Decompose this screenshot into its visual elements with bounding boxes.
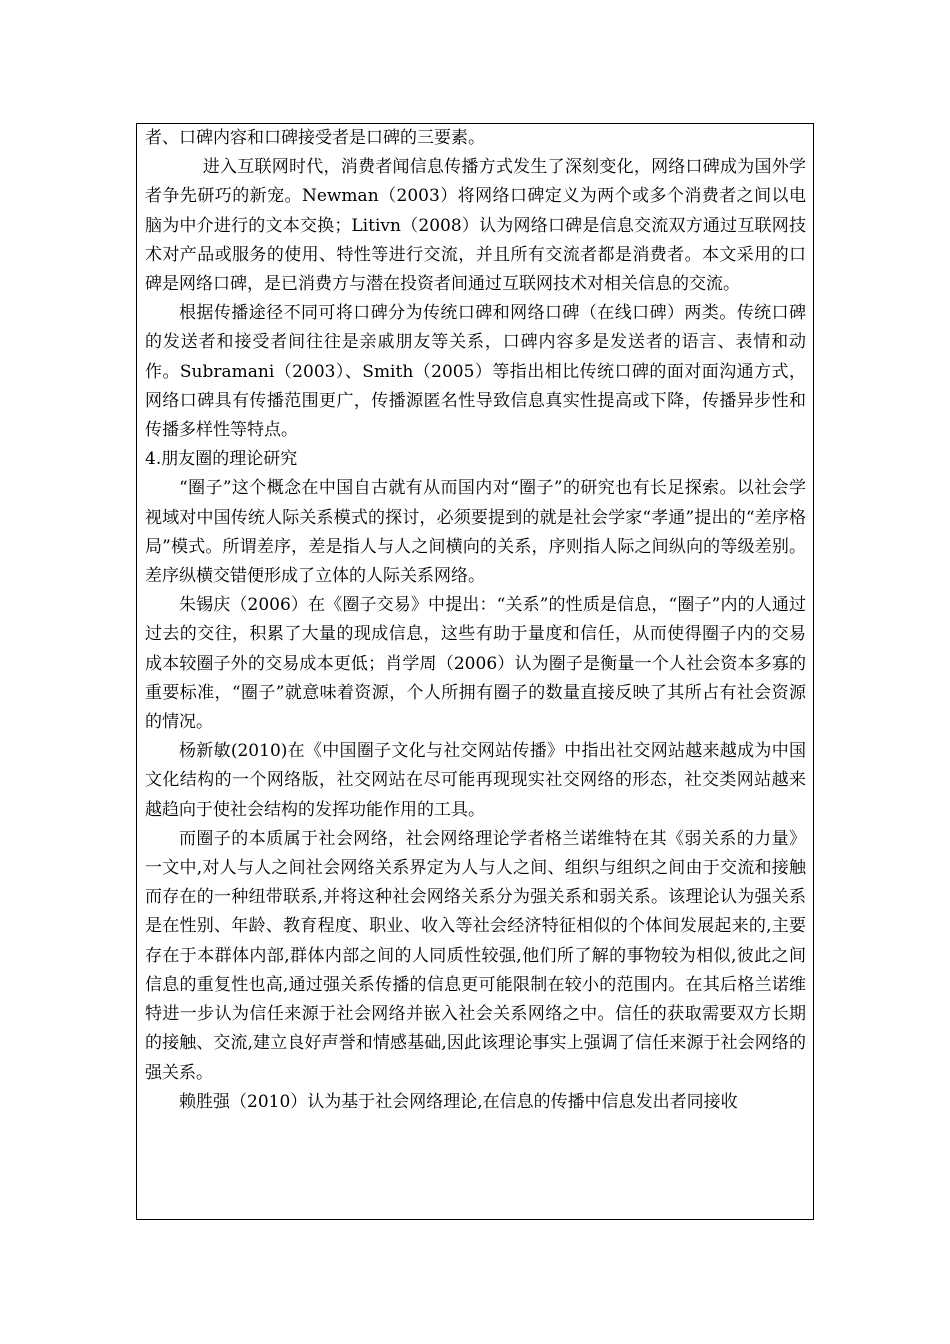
paragraph-word-of-mouth-types: 根据传播途径不同可将口碑分为传统口碑和网络口碑（在线口碑）两类。传统口碑的发送者和接受者间往往是亲戚朋友等关系，口碑内容多是发送者的语言、表情和动作。Subramani（2003）、Smith（2005）等指出相比传统口碑的面对面沟通方式，网络口碑具有传播范围更广，传播源匿名性导致信息真实性提高或下降，传播异步性和传播多样性等特点。 — [145, 303, 806, 441]
paragraph-strong-weak-ties: 而圈子的本质属于社会网络，社会网络理论学者格兰诺维特在其《弱关系的力量》一文中,对人与人之间社会网络关系界定为人与人之间、组织与组织之间由于交流和接触而存在的一种纽带联系,并将这种社会网络关系分为强关系和弱关系。该理论认为强关系是在性别、年龄、教育程度、职业、收入等社会经济特征相似的个体间发展起来的,主要存在于本群体内部,群体内部之间的人同质性较强,他们所了解的事物较为相似,彼此之间信息的重复性也高,通过强关系传播的信息更可能限制在较小的范围内。在其后格兰诺维特进一步认为信任来源于社会网络并嵌入社会关系网络之中。信任的获取需要双方长期的接触、交流,建立良好声誉和情感基础,因此该理论事实上强调了信任来源于社会网络的强关系。 — [145, 828, 806, 1083]
paragraph-circle-transaction: 朱锡庆（2006）在《圈子交易》中提出：“关系”的性质是信息，“圈子”内的人通过过去的交往，积累了大量的现成信息，这些有助于量度和信任，从而使得圈子内的交易成本较圈子外的交易成本更低；肖学周（2006）认为圈子是衡量一个人社会资本多寡的重要标准，“圈子”就意味着资源，个人所拥有圈子的数量直接反映了其所占有社会资源的情况。 — [145, 595, 806, 733]
section-heading-moments-theory: 4.朋友圈的理论研究 — [145, 449, 298, 470]
paragraph-online-word-of-mouth: 进入互联网时代，消费者闻信息传播方式发生了深刻变化，网络口碑成为国外学者争先研巧的新宠。Newman（2003）将网络口碑定义为两个或多个消费者之间以电脑为中介进行的文本交换；Litivn（2008）认为网络口碑是信息交流双方通过互联网技术对产品或服务的使用、特性等进行交流，并且所有交流者都是消费者。本文采用的口碑是网络口碑，是已消费方与潜在投资者间通过互联网技术对相关信息的交流。 — [145, 157, 806, 295]
paragraph-social-network-sites: 杨新敏(2010)在《中国圈子文化与社交网站传播》中指出社交网站越来越成为中国文化结构的一个网络版，社交网站在尽可能再现现实社交网络的形态，社交类网站越来越趋向于使社会结构的发挥功能作用的工具。 — [145, 741, 806, 820]
paragraph-circle-concept: “圈子”这个概念在中国自古就有从而国内对“圈子”的研究也有长足探索。以社会学视域对中国传统人际关系模式的探讨，必须要提到的就是社会学家“孝通”提出的“差序格局”模式。所谓差序，差是指人与人之间横向的关系，序则指人际之间纵向的等级差别。差序纵横交错便形成了立体的人际关系网络。 — [145, 478, 806, 587]
paragraph-continuation: 者、口碑内容和口碑接受者是口碑的三要素。 — [145, 128, 485, 148]
bordered-text-frame — [136, 123, 814, 1220]
document-body — [137, 124, 813, 1117]
paragraph-information-sender: 赖胜强（2010）认为基于社会网络理论,在信息的传播中信息发出者同接收 — [179, 1091, 738, 1112]
